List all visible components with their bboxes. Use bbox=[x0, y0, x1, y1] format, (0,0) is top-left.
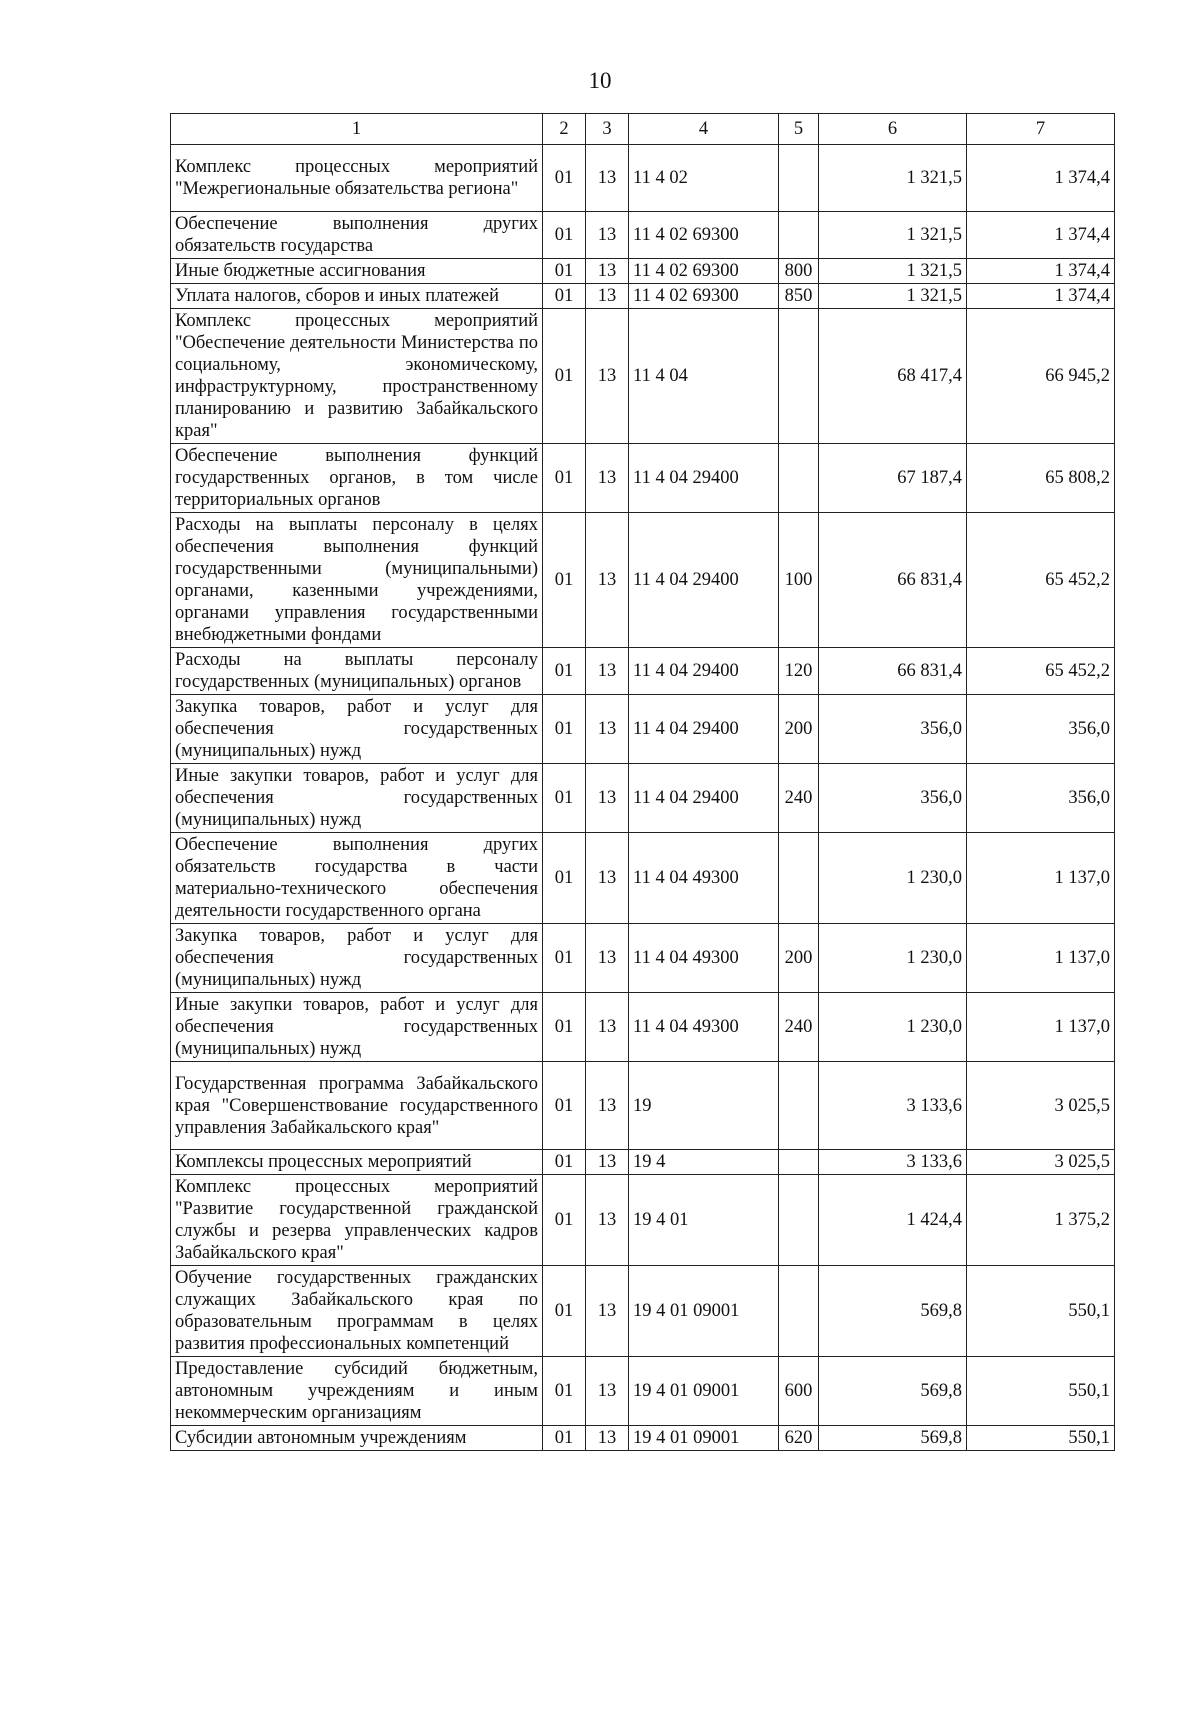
amount-year2-cell: 1 374,4 bbox=[967, 212, 1115, 259]
subsection-cell: 13 bbox=[586, 309, 629, 444]
table-row bbox=[171, 284, 1115, 309]
section-cell: 01 bbox=[543, 444, 586, 513]
subsection-cell: 13 bbox=[586, 833, 629, 924]
column-header: 2 bbox=[543, 114, 586, 145]
section-cell: 01 bbox=[543, 993, 586, 1062]
section-cell: 01 bbox=[543, 284, 586, 309]
section-cell: 01 bbox=[543, 695, 586, 764]
subsection-cell: 13 bbox=[586, 513, 629, 648]
amount-year2-cell: 65 452,2 bbox=[967, 648, 1115, 695]
amount-year1-cell: 1 321,5 bbox=[819, 212, 967, 259]
table-row bbox=[171, 833, 1115, 924]
amount-year2-cell: 65 808,2 bbox=[967, 444, 1115, 513]
item-name-cell: Комплекс процессных мероприятий "Развитие государственной гражданской службы и резерва управленческих кадров Забайкальского края" bbox=[171, 1175, 543, 1266]
table-row bbox=[171, 924, 1115, 993]
section-cell: 01 bbox=[543, 1062, 586, 1150]
subsection-cell: 13 bbox=[586, 1426, 629, 1451]
amount-year2-cell: 1 374,4 bbox=[967, 284, 1115, 309]
section-cell: 01 bbox=[543, 1150, 586, 1175]
table-row bbox=[171, 212, 1115, 259]
item-name-cell: Предоставление субсидий бюджетным, автономным учреждениям и иным некоммерческим организациям bbox=[171, 1357, 543, 1426]
item-name-cell: Комплексы процессных мероприятий bbox=[171, 1150, 543, 1175]
table-row bbox=[171, 309, 1115, 444]
section-cell: 01 bbox=[543, 145, 586, 212]
expense-type-cell: 120 bbox=[779, 648, 819, 695]
expense-type-cell: 240 bbox=[779, 764, 819, 833]
column-header: 3 bbox=[586, 114, 629, 145]
amount-year1-cell: 1 424,4 bbox=[819, 1175, 967, 1266]
subsection-cell: 13 bbox=[586, 284, 629, 309]
expense-type-cell bbox=[779, 1150, 819, 1175]
subsection-cell: 13 bbox=[586, 259, 629, 284]
section-cell: 01 bbox=[543, 1175, 586, 1266]
expense-type-cell: 800 bbox=[779, 259, 819, 284]
expense-type-cell: 100 bbox=[779, 513, 819, 648]
column-header: 7 bbox=[967, 114, 1115, 145]
subsection-cell: 13 bbox=[586, 444, 629, 513]
item-name-cell: Государственная программа Забайкальского края "Совершенствование государственного управления Забайкальского края" bbox=[171, 1062, 543, 1150]
amount-year2-cell: 356,0 bbox=[967, 695, 1115, 764]
table-row bbox=[171, 764, 1115, 833]
amount-year2-cell: 1 137,0 bbox=[967, 993, 1115, 1062]
expense-type-cell bbox=[779, 145, 819, 212]
section-cell: 01 bbox=[543, 1266, 586, 1357]
amount-year2-cell: 1 137,0 bbox=[967, 833, 1115, 924]
amount-year2-cell: 66 945,2 bbox=[967, 309, 1115, 444]
table-body bbox=[171, 145, 1115, 1451]
target-article-cell: 11 4 04 29400 bbox=[629, 695, 779, 764]
item-name-cell: Расходы на выплаты персоналу государственных (муниципальных) органов bbox=[171, 648, 543, 695]
item-name-cell: Закупка товаров, работ и услуг для обеспечения государственных (муниципальных) нужд bbox=[171, 924, 543, 993]
amount-year1-cell: 3 133,6 bbox=[819, 1150, 967, 1175]
table-row bbox=[171, 1175, 1115, 1266]
table-row bbox=[171, 1266, 1115, 1357]
subsection-cell: 13 bbox=[586, 145, 629, 212]
expense-type-cell: 240 bbox=[779, 993, 819, 1062]
subsection-cell: 13 bbox=[586, 695, 629, 764]
table-header bbox=[171, 114, 1115, 145]
item-name-cell: Закупка товаров, работ и услуг для обеспечения государственных (муниципальных) нужд bbox=[171, 695, 543, 764]
item-name-cell: Иные бюджетные ассигнования bbox=[171, 259, 543, 284]
column-header: 6 bbox=[819, 114, 967, 145]
target-article-cell: 11 4 04 29400 bbox=[629, 444, 779, 513]
expense-type-cell bbox=[779, 1175, 819, 1266]
amount-year1-cell: 1 230,0 bbox=[819, 833, 967, 924]
target-article-cell: 19 4 01 bbox=[629, 1175, 779, 1266]
column-header: 4 bbox=[629, 114, 779, 145]
amount-year1-cell: 1 230,0 bbox=[819, 924, 967, 993]
item-name-cell: Иные закупки товаров, работ и услуг для обеспечения государственных (муниципальных) нужд bbox=[171, 993, 543, 1062]
item-name-cell: Расходы на выплаты персоналу в целях обеспечения выполнения функций государственными (муниципальными) органами, казенными учреждениями, органами управления государственными внебюджетными фондами bbox=[171, 513, 543, 648]
subsection-cell: 13 bbox=[586, 1150, 629, 1175]
section-cell: 01 bbox=[543, 1357, 586, 1426]
amount-year1-cell: 356,0 bbox=[819, 764, 967, 833]
item-name-cell: Обучение государственных гражданских служащих Забайкальского края по образовательным программам в целях развития профессиональных компетенций bbox=[171, 1266, 543, 1357]
item-name-cell: Обеспечение выполнения функций государственных органов, в том числе территориальных органов bbox=[171, 444, 543, 513]
subsection-cell: 13 bbox=[586, 1266, 629, 1357]
target-article-cell: 11 4 04 29400 bbox=[629, 648, 779, 695]
subsection-cell: 13 bbox=[586, 993, 629, 1062]
expense-type-cell: 620 bbox=[779, 1426, 819, 1451]
amount-year1-cell: 66 831,4 bbox=[819, 513, 967, 648]
section-cell: 01 bbox=[543, 764, 586, 833]
amount-year2-cell: 1 375,2 bbox=[967, 1175, 1115, 1266]
amount-year1-cell: 569,8 bbox=[819, 1357, 967, 1426]
target-article-cell: 19 4 bbox=[629, 1150, 779, 1175]
table-row bbox=[171, 993, 1115, 1062]
expense-type-cell bbox=[779, 833, 819, 924]
budget-table bbox=[170, 113, 1115, 1451]
table-row bbox=[171, 648, 1115, 695]
target-article-cell: 11 4 04 49300 bbox=[629, 993, 779, 1062]
item-name-cell: Комплекс процессных мероприятий "Межрегиональные обязательства региона" bbox=[171, 145, 543, 212]
table-row bbox=[171, 695, 1115, 764]
amount-year2-cell: 1 374,4 bbox=[967, 145, 1115, 212]
target-article-cell: 11 4 04 bbox=[629, 309, 779, 444]
amount-year1-cell: 569,8 bbox=[819, 1426, 967, 1451]
expense-type-cell bbox=[779, 444, 819, 513]
target-article-cell: 11 4 04 29400 bbox=[629, 513, 779, 648]
table-row bbox=[171, 1357, 1115, 1426]
target-article-cell: 11 4 02 bbox=[629, 145, 779, 212]
expense-type-cell bbox=[779, 212, 819, 259]
amount-year1-cell: 1 321,5 bbox=[819, 284, 967, 309]
amount-year2-cell: 550,1 bbox=[967, 1266, 1115, 1357]
target-article-cell: 11 4 02 69300 bbox=[629, 212, 779, 259]
amount-year2-cell: 65 452,2 bbox=[967, 513, 1115, 648]
expense-type-cell bbox=[779, 1062, 819, 1150]
amount-year2-cell: 3 025,5 bbox=[967, 1062, 1115, 1150]
amount-year1-cell: 1 321,5 bbox=[819, 259, 967, 284]
amount-year2-cell: 1 137,0 bbox=[967, 924, 1115, 993]
amount-year2-cell: 1 374,4 bbox=[967, 259, 1115, 284]
target-article-cell: 19 4 01 09001 bbox=[629, 1357, 779, 1426]
amount-year2-cell: 3 025,5 bbox=[967, 1150, 1115, 1175]
section-cell: 01 bbox=[543, 513, 586, 648]
section-cell: 01 bbox=[543, 924, 586, 993]
target-article-cell: 11 4 02 69300 bbox=[629, 284, 779, 309]
amount-year1-cell: 1 230,0 bbox=[819, 993, 967, 1062]
expense-type-cell bbox=[779, 1266, 819, 1357]
amount-year2-cell: 356,0 bbox=[967, 764, 1115, 833]
subsection-cell: 13 bbox=[586, 924, 629, 993]
section-cell: 01 bbox=[543, 259, 586, 284]
item-name-cell: Обеспечение выполнения других обязательств государства в части материально-технического обеспечения деятельности государственного органа bbox=[171, 833, 543, 924]
amount-year2-cell: 550,1 bbox=[967, 1357, 1115, 1426]
expense-type-cell: 200 bbox=[779, 924, 819, 993]
table-row bbox=[171, 513, 1115, 648]
subsection-cell: 13 bbox=[586, 212, 629, 259]
item-name-cell: Комплекс процессных мероприятий "Обеспечение деятельности Министерства по социальному, экономическому, инфраструктурному, пространственному планированию и развитию Забайкальского края" bbox=[171, 309, 543, 444]
table-row bbox=[171, 1150, 1115, 1175]
amount-year1-cell: 569,8 bbox=[819, 1266, 967, 1357]
subsection-cell: 13 bbox=[586, 764, 629, 833]
table-row bbox=[171, 145, 1115, 212]
amount-year1-cell: 356,0 bbox=[819, 695, 967, 764]
header-row bbox=[171, 114, 1115, 145]
subsection-cell: 13 bbox=[586, 1357, 629, 1426]
target-article-cell: 19 4 01 09001 bbox=[629, 1266, 779, 1357]
amount-year1-cell: 68 417,4 bbox=[819, 309, 967, 444]
amount-year1-cell: 67 187,4 bbox=[819, 444, 967, 513]
target-article-cell: 19 4 01 09001 bbox=[629, 1426, 779, 1451]
item-name-cell: Субсидии автономным учреждениям bbox=[171, 1426, 543, 1451]
target-article-cell: 11 4 04 49300 bbox=[629, 833, 779, 924]
target-article-cell: 11 4 02 69300 bbox=[629, 259, 779, 284]
item-name-cell: Уплата налогов, сборов и иных платежей bbox=[171, 284, 543, 309]
amount-year1-cell: 1 321,5 bbox=[819, 145, 967, 212]
amount-year1-cell: 3 133,6 bbox=[819, 1062, 967, 1150]
column-header: 1 bbox=[171, 114, 543, 145]
section-cell: 01 bbox=[543, 309, 586, 444]
target-article-cell: 11 4 04 29400 bbox=[629, 764, 779, 833]
amount-year2-cell: 550,1 bbox=[967, 1426, 1115, 1451]
column-header: 5 bbox=[779, 114, 819, 145]
target-article-cell: 19 bbox=[629, 1062, 779, 1150]
expense-type-cell: 600 bbox=[779, 1357, 819, 1426]
target-article-cell: 11 4 04 49300 bbox=[629, 924, 779, 993]
table-row bbox=[171, 1062, 1115, 1150]
item-name-cell: Иные закупки товаров, работ и услуг для обеспечения государственных (муниципальных) нужд bbox=[171, 764, 543, 833]
expense-type-cell: 850 bbox=[779, 284, 819, 309]
section-cell: 01 bbox=[543, 648, 586, 695]
expense-type-cell bbox=[779, 309, 819, 444]
expense-type-cell: 200 bbox=[779, 695, 819, 764]
table-row bbox=[171, 444, 1115, 513]
section-cell: 01 bbox=[543, 833, 586, 924]
section-cell: 01 bbox=[543, 1426, 586, 1451]
amount-year1-cell: 66 831,4 bbox=[819, 648, 967, 695]
table-row bbox=[171, 1426, 1115, 1451]
subsection-cell: 13 bbox=[586, 648, 629, 695]
page-number: 10 bbox=[588, 68, 612, 93]
item-name-cell: Обеспечение выполнения других обязательств государства bbox=[171, 212, 543, 259]
subsection-cell: 13 bbox=[586, 1062, 629, 1150]
table-row bbox=[171, 259, 1115, 284]
subsection-cell: 13 bbox=[586, 1175, 629, 1266]
section-cell: 01 bbox=[543, 212, 586, 259]
